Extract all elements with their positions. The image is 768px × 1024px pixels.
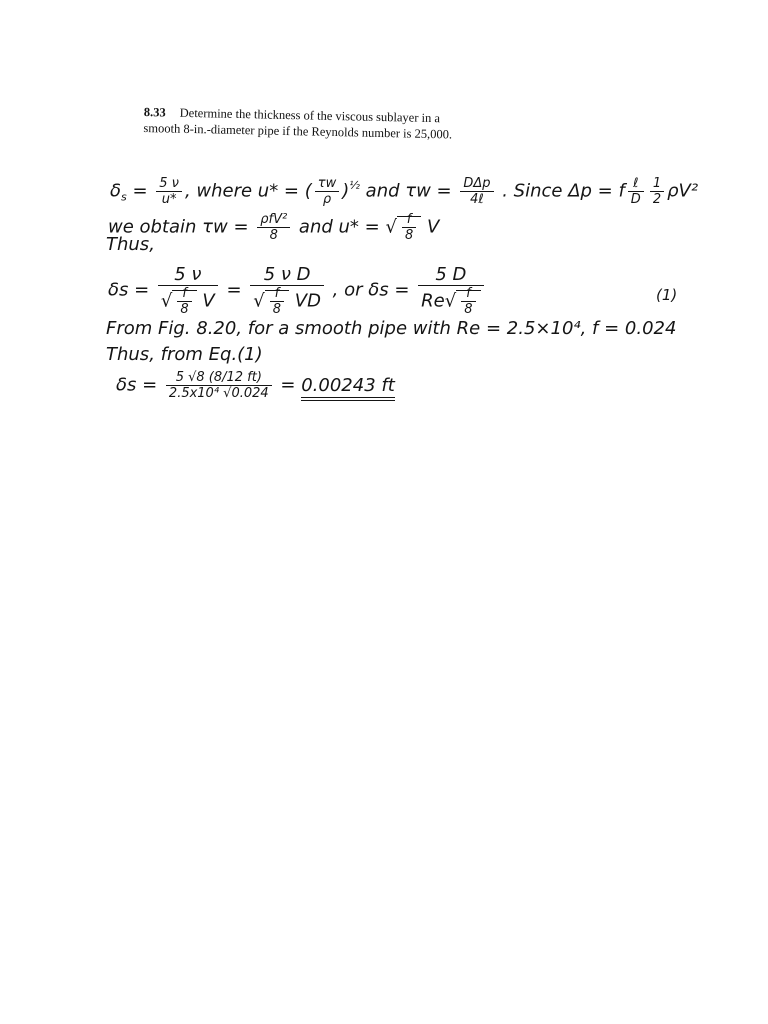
fraction-f-over-8 [177, 286, 191, 317]
since-text: . Since Δp = f [496, 180, 625, 202]
fraction-rhofv2-over-8 [257, 212, 290, 243]
solution-line-3 [108, 264, 487, 317]
re-text: Re [421, 290, 445, 312]
fraction-den: 8 [402, 227, 416, 243]
fraction-num: f [182, 286, 187, 301]
problem-number: 8.33 [143, 104, 166, 120]
problem-text-1: Determine the thickness of the viscous sublayer in a [179, 105, 441, 126]
vd-text: VD [289, 290, 321, 312]
equation-number: (1) [656, 286, 678, 304]
fraction-num: 5 √8 (8/12 ft) [175, 370, 262, 385]
fraction-num: f [406, 212, 412, 227]
fraction-5nu-over-rootf8v: 5 ν √ $\frac{f}{8}$ V [158, 264, 218, 317]
fraction-den: 8 [270, 301, 284, 317]
fraction-5nu-over-ustar [156, 176, 182, 207]
fraction-tau-over-rho [315, 176, 339, 207]
fraction-5d-over-re-rootf8: 5 D Re√ $\frac{f}{8}$ [418, 264, 483, 317]
fraction-num: 5 D [435, 264, 467, 285]
delta-s-lhs: δs = [108, 279, 155, 301]
problem-statement [143, 104, 484, 143]
equals: = [220, 279, 248, 301]
fraction-den: u* [156, 191, 182, 207]
equals: = [274, 374, 302, 396]
fraction-num: τw [317, 176, 337, 191]
fraction-den: 2 [650, 191, 664, 207]
and-text: and τw = [359, 180, 458, 202]
equals: = [126, 180, 154, 202]
fraction-num: 1 [652, 176, 662, 191]
fraction-num: f [466, 286, 471, 301]
fraction-den: 4ℓ [460, 191, 493, 207]
solution-line-6 [116, 370, 395, 401]
fraction-num: 5 ν D [263, 264, 311, 285]
where-text: , where u* = [184, 180, 305, 202]
v-text: V [421, 216, 440, 238]
fraction-num: 5 ν [174, 264, 202, 285]
problem-line-2: smooth 8-in.-diameter pipe if the Reynolds number is 25,000. [143, 120, 453, 142]
fraction-num: 5 ν [159, 176, 179, 191]
final-result: 0.00243 ft [301, 375, 395, 401]
thus-label: Thus, [106, 234, 155, 255]
exponent-half: ½ [349, 178, 360, 192]
fraction-num: f [274, 286, 280, 301]
solution-line-2: we obtain τw = $\frac{\text{ρfV²}}{8}$ and u* = √ $\frac{f}{8}$ V [108, 212, 440, 243]
fraction-den: 8 [461, 301, 475, 317]
solution-line-4: From Fig. 8.20, for a smooth pipe with Re = 2.5×10⁴, f = 0.024 [106, 318, 677, 339]
we-obtain-text: we obtain τw = [108, 216, 255, 238]
fraction-dp-over-4l [460, 176, 493, 207]
fraction-den: ρ [315, 191, 339, 207]
fraction-f-over-8 [461, 286, 475, 317]
and-text: and u* = [293, 216, 386, 238]
or-text: , or δs = [326, 279, 416, 301]
delta-s-lhs: δs = [116, 374, 163, 396]
fraction-den: 2.5x10⁴ √0.024 [166, 385, 272, 401]
solution-line-5: Thus, from Eq.(1) [106, 344, 263, 365]
solution-line-1: $\delta_s$ = $\frac{5 \nu}{u*}$ , where u* = ( $\frac{\tau w}{\rho}$ )$^{\frac{1}{2}}$ and τw = $\frac{\text{DΔp}}{\text{4ℓ}}$ . Since Δp = f $\frac{\text{ℓ}}{D}$ $\frac{1}{2}$ ρV² [110, 176, 699, 207]
fraction-final [166, 370, 272, 401]
fraction-l-over-d [628, 176, 644, 207]
fraction-num: ℓ [633, 176, 639, 191]
fraction-num: ρfV² [260, 212, 288, 227]
fraction-f-over-8 [270, 286, 284, 317]
delta-symbol: δ [110, 180, 122, 202]
fraction-f-over-8 [402, 212, 416, 243]
v-text: V [196, 290, 215, 312]
fraction-5nud-over-rootf8vd: 5 ν D √ $\frac{f}{8}$ VD [250, 264, 324, 317]
fraction-den: D [628, 191, 644, 207]
fraction-one-half [650, 176, 664, 207]
fraction-num: DΔp [463, 176, 491, 191]
fraction-den: 8 [257, 227, 290, 243]
rho-v-squared: ρV² [667, 180, 699, 202]
subscript-s: s [121, 190, 127, 204]
fraction-den: 8 [177, 301, 191, 317]
